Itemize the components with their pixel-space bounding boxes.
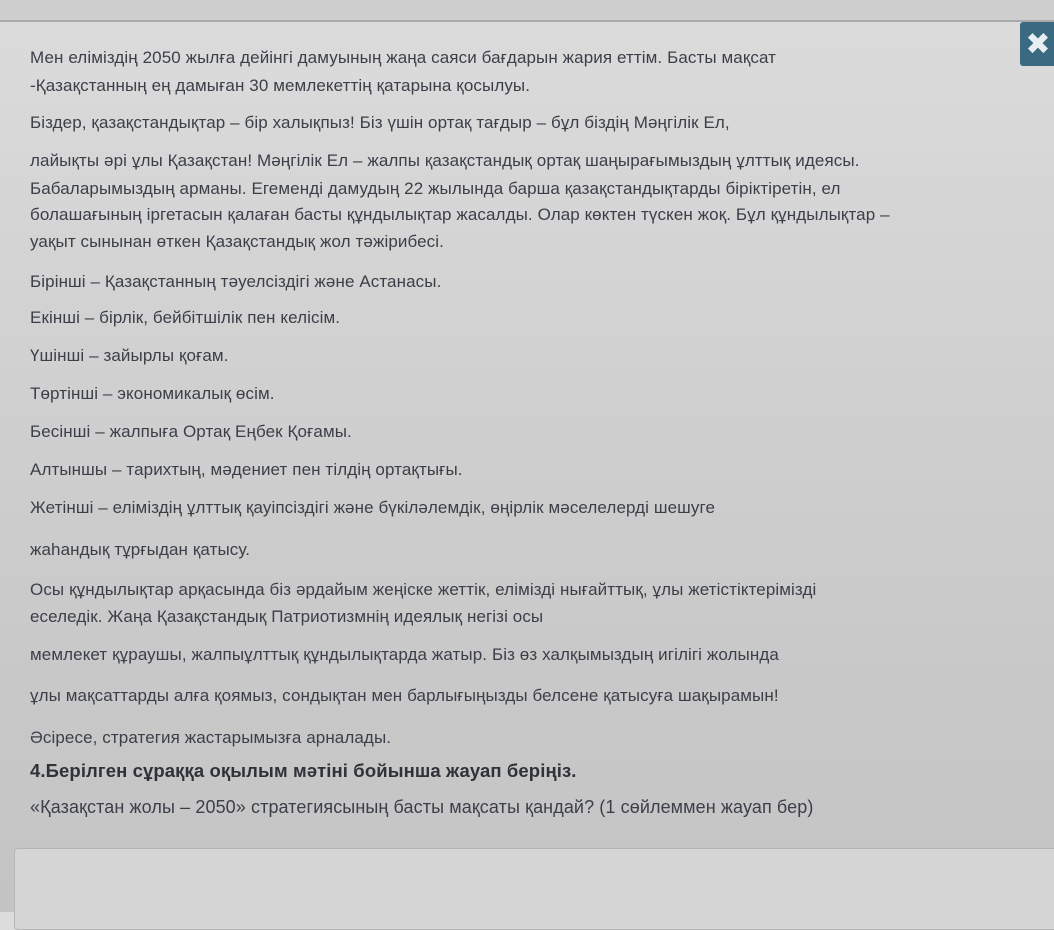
passage-line: Мен еліміздің 2050 жылға дейінгі дамуының жаңа саяси бағдарын жария еттім. Басты мақсат <box>30 48 777 67</box>
passage-line: -Қазақстанның ең дамыған 30 мемлекеттің қатарына қосылуы. <box>30 76 531 95</box>
passage-line: Төртінші – экономикалық өсім. <box>30 384 275 403</box>
passage-line: Бабаларымыздың арманы. Егеменді дамудың 22 жылында барша қазақстандықтарды біріктіретін, ел <box>30 179 841 198</box>
passage-line: еселедік. Жаңа Қазақстандық Патриотизмнің идеялық негізі осы <box>30 607 544 626</box>
passage-line: Екінші – бірлік, бейбітшілік пен келісім. <box>30 308 341 327</box>
answer-input[interactable] <box>14 848 1054 930</box>
passage-line: Үшінші – зайырлы қоғам. <box>30 346 229 365</box>
passage-line: ұлы мақсаттарды алға қоямыз, сондықтан мен барлығыңызды белсене қатысуға шақырамын! <box>30 686 779 705</box>
question-title: 4.Берілген сұраққа оқылым мәтіні бойынша жауап беріңіз. <box>30 760 577 781</box>
passage-line: Осы құндылықтар арқасында біз әрдайым жеңіске жеттік, елімізді нығайттық, ұлы жетістіктерімізді <box>30 580 817 599</box>
passage-line: Жетінші – еліміздің ұлттық қауіпсіздігі және бүкіләлемдік, өңірлік мәселелерді шешуге <box>30 498 715 517</box>
close-icon: ✖ <box>1025 27 1051 61</box>
passage-line: мемлекет құраушы, жалпыұлттық құндылықтарда жатыр. Біз өз халқымыздың игілігі жолында <box>30 645 779 664</box>
question-text: «Қазақстан жолы – 2050» стратегиясының басты мақсаты қандай? (1 сөйлеммен жауап бер) <box>30 797 814 817</box>
passage-line: жаһандық тұрғыдан қатысу. <box>30 540 251 559</box>
passage-line: лайықты әрі ұлы Қазақстан! Мәңгілік Ел – жалпы қазақстандық ортақ шаңырағымыздың ұлттық идеясы. <box>30 151 860 170</box>
passage-line: Әсіресе, стратегия жастарымызға арналады. <box>30 728 392 747</box>
passage-line: Бірінші – Қазақстанның тәуелсіздігі және Астанасы. <box>30 272 442 291</box>
passage-line: Бесінші – жалпыға Ортақ Еңбек Қоғамы. <box>30 422 352 441</box>
passage-line: Алтыншы – тарихтың, мәдениет пен тілдің ортақтығы. <box>30 460 463 479</box>
passage-line: Біздер, қазақстандықтар – бір халықпыз! Біз үшін ортақ тағдыр – бұл біздің Мәңгілік Ел, <box>30 113 730 132</box>
passage-line: болашағының іргетасын қалаған басты құндылықтар жасалды. Олар көктен түскен жоқ. Бұл құндылықтар – <box>30 205 890 224</box>
passage-line: уақыт сынынан өткен Қазақстандық жол тәжірибесі. <box>30 232 444 251</box>
